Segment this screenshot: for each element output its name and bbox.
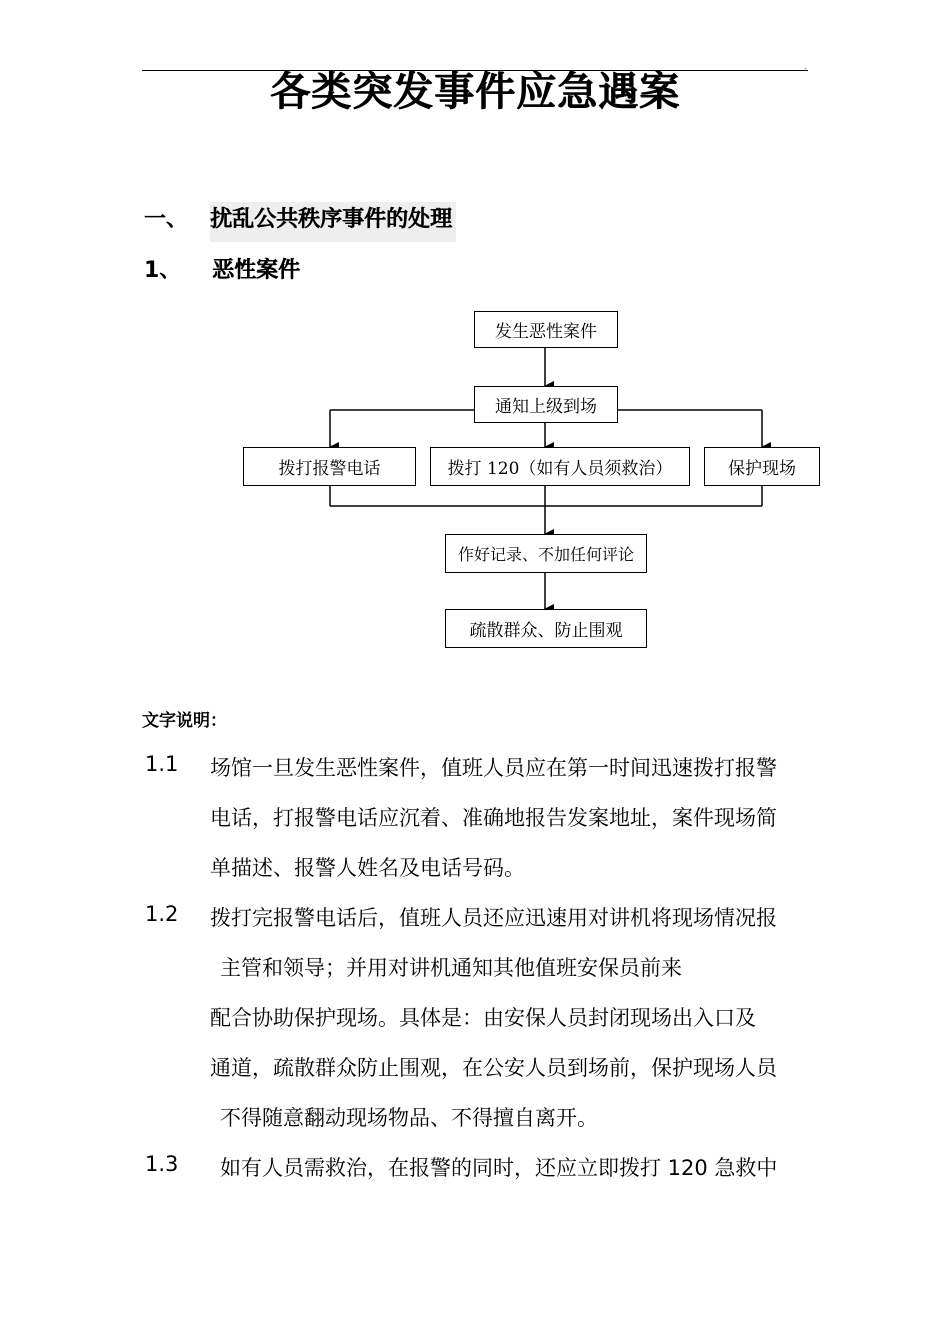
flow-protect-box: 保护现场 [704,447,820,486]
flow-start-box: 发生恶性案件 [474,311,618,348]
item-line: 配合协助保护现场。具体是：由安保人员封闭现场出入口及 [210,1006,756,1030]
item-line: 电话，打报警电话应沉着、准确地报告发案地址，案件现场简 [210,806,777,830]
item-line: 拨打完报警电话后，值班人员还应迅速用对讲机将现场情况报 [210,906,777,930]
flow-record-box: 作好记录、不加任何评论 [445,534,647,573]
item-line: 场馆一旦发生恶性案件，值班人员应在第一时间迅速拨打报警 [210,756,777,780]
subsection-number: 1、 [144,258,182,283]
item-number: 1.3 [145,1152,179,1176]
flow-ambulance-box: 拨打 120（如有人员须救治） [430,447,690,486]
section-heading: 扰乱公共秩序事件的处理 [210,207,453,232]
item-line: 如有人员需救治，在报警的同时，还应立即拨打 120 急救中 [220,1156,778,1180]
item-line: 通道，疏散群众防止围观，在公安人员到场前，保护现场人员 [210,1056,777,1080]
flow-evacuate-box: 疏散群众、防止围观 [445,609,647,648]
item-line: 不得随意翻动现场物品、不得擅自离开。 [220,1106,598,1130]
header-mark: . [804,62,807,71]
page-title: 各类突发事件应急遇案 [270,69,680,115]
item-line: 单描述、报警人姓名及电话号码。 [210,856,525,880]
flow-notify-box: 通知上级到场 [474,386,618,423]
item-number: 1.2 [145,902,179,926]
subsection-heading: 恶性案件 [212,258,301,283]
flow-police-box: 拨打报警电话 [243,447,416,486]
item-line: 主管和领导；并用对讲机通知其他值班安保员前来 [220,956,682,980]
explanation-label: 文字说明： [142,711,227,731]
item-number: 1.1 [145,752,179,776]
section-number: 一、 [144,207,189,232]
